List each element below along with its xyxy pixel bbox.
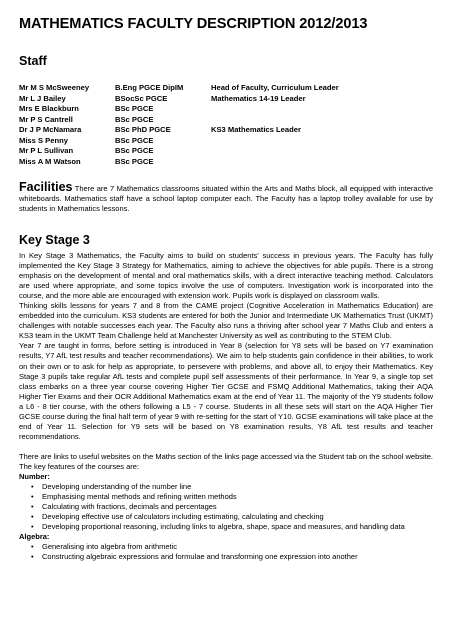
number-heading: Number: xyxy=(19,471,50,481)
staff-qualifications: BSc PGCE xyxy=(115,104,154,113)
staff-role xyxy=(211,104,433,115)
staff-role: KS3 Mathematics Leader xyxy=(211,125,301,134)
facilities-text: There are 7 Mathematics classrooms situated within the Arts and Maths block, all equipped with interactive whiteboards. Mathematics staff have a school laptop computer each. The Faculty has a laptop trolley available for use by students in Mathematics lessons. xyxy=(19,184,433,213)
staff-row xyxy=(19,104,433,115)
paragraph: Thinking skills lessons for years 7 and 8 from the CAME project (Cognitive Acceleration in Mathematics Education) are embedded into the curriculum. KS3 students are entered for both the Junior and Intermediate UK Mathematics Trust (UKMT) challenges with notable successes each year. The Faculty also runs a thriving after school year 7 Maths Club and enters a KS3 team in the UKMT Team Challenge held at Manchester University as well as contributing to the STEM Club. xyxy=(19,301,433,341)
list-item: • Emphasising mental methods and refining written methods xyxy=(19,492,433,502)
facilities-section xyxy=(19,182,433,214)
algebra-list xyxy=(19,542,433,562)
staff-name: Mr P S Cantrell xyxy=(19,114,73,124)
staff-name: Mr P L Sullivan xyxy=(19,146,74,155)
staff-name: Miss A M Watson xyxy=(19,156,81,166)
staff-role xyxy=(211,136,433,147)
staff-row xyxy=(19,125,433,136)
key-stage-3-heading: Key Stage 3 xyxy=(19,233,90,247)
staff-name: Miss S Penny xyxy=(19,135,68,145)
staff-name: Dr J P McNamara xyxy=(19,125,82,134)
staff-row xyxy=(19,115,433,126)
staff-qualifications: BSc PGCE xyxy=(115,146,154,155)
paragraph: There are links to useful websites on the Maths section of the links page accessed via the Student tab on the school website. The key features of the courses are: xyxy=(19,451,433,471)
staff-qualifications: BSocSc PGCE xyxy=(115,93,168,103)
staff-name: Mrs E Blackburn xyxy=(19,104,79,113)
staff-qualifications: BSc PhD PGCE xyxy=(115,125,171,134)
staff-row xyxy=(19,157,433,168)
staff-row xyxy=(19,136,433,147)
algebra-heading: Algebra: xyxy=(19,532,50,542)
staff-heading: Staff xyxy=(19,54,47,68)
staff-row xyxy=(19,146,433,157)
staff-qualifications: BSc PGCE xyxy=(115,114,154,124)
staff-qualifications: BSc PGCE xyxy=(115,156,154,166)
staff-qualifications: BSc PGCE xyxy=(115,135,154,145)
page-title: MATHEMATICS FACULTY DESCRIPTION 2012/2013 xyxy=(19,16,368,32)
staff-name: Mr M S McSweeney xyxy=(19,83,90,92)
paragraph: In Key Stage 3 Mathematics, the Faculty aims to build on students' success in previous years. The Faculty has fully implemented the Key Stage 3 Strategy for Mathematics, aiming to achieve the objectives for able pupils. There is a strong emphasis on the development of mental and oral mathematics skills, with a direct interactive teaching method. Calculators are used where appropriate, and some topics involve the use of computers. Investigation work is incorporated into the course, and the more able are encouraged with extension work. Pupils work is displayed on classroom walls. xyxy=(19,251,433,301)
list-item: • Developing understanding of the number line xyxy=(19,482,433,492)
staff-table xyxy=(19,83,433,167)
key-stage-3-section xyxy=(19,251,433,562)
list-item: • Constructing algebraic expressions and formulae and transforming one expression into another xyxy=(19,552,433,562)
staff-row xyxy=(19,94,433,105)
list-item: • Developing proportional reasoning, including links to algebra, shape, space and measures, and handling data xyxy=(19,522,433,532)
staff-role: Mathematics 14-19 Leader xyxy=(211,93,306,103)
staff-row xyxy=(19,83,433,94)
staff-role: Head of Faculty, Curriculum Leader xyxy=(211,83,339,92)
paragraph: Year 7 are taught in forms, before setting is introduced in Year 8 (selection for Y8 sets will be based on Y7 examination results, Y7 AfL test results and teacher recommendations). We aim to help students gain confidence in their abilities, to work on their own or to ask for help as appropriate, to persevere with problems, and above all, to enjoy their Mathematics. Key Stage 3 pupils take regular AfL tests and complete pupil self assessments of their performance. In Year 9, a single top set class embarks on a three year course covering Higher Tier GCSE and FSMQ Additional Mathematics, taking their AQA Higher Tier Exams and their OCR Additional Mathematics exam at the end of Year 11. The majority of the Y9 students follow a L6 - 8 tier course, with the others following a L5 - 7 course. Students in all these sets will start on the AQA Higher Tier GCSE course during the final half term of year 9 with re-setting for the start of Y10. GCSE examinations will take place at the end of Year 11. Selection for Y9 sets will be based on Y8 examination results, Y8 AfL test results and teacher recommendations. xyxy=(19,341,433,441)
list-item: • Calculating with fractions, decimals and percentages xyxy=(19,502,433,512)
staff-qualifications: B.Eng PGCE DipIM xyxy=(115,83,184,92)
staff-role xyxy=(211,157,433,168)
list-item: • Developing effective use of calculators including estimating, calculating and checking xyxy=(19,512,433,522)
staff-role xyxy=(211,146,433,157)
number-list xyxy=(19,482,433,532)
facilities-heading: Facilities xyxy=(19,180,73,194)
list-item: • Generalising into algebra from arithmetic xyxy=(19,542,433,552)
staff-name: Mr L J Bailey xyxy=(19,93,66,103)
staff-role xyxy=(211,115,433,126)
